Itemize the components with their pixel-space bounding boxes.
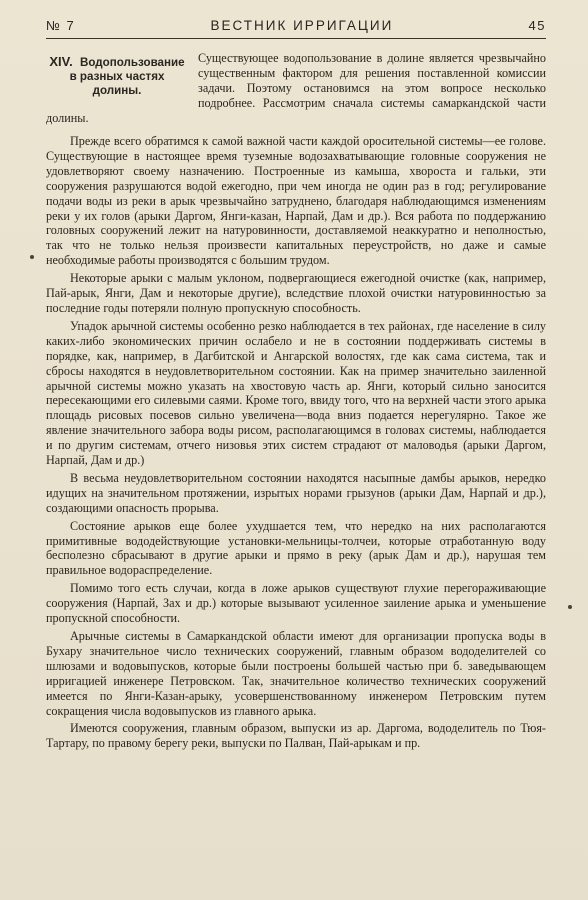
- journal-title: ВЕСТНИК ИРРИГАЦИИ: [210, 18, 394, 33]
- section-intro-block: [46, 51, 546, 126]
- section-number: XIV.: [49, 54, 73, 69]
- paragraph: Помимо того есть случаи, когда в ложе арыков существуют глухие перегораживающие сооружения (Нарпай, Зах и др.) которые вызывают усиленное заиление арыка и уменьшение пропускной способности.: [46, 581, 546, 626]
- paragraph: В весьма неудовлетворительном состоянии находятся насыпные дамбы арыков, нередко идущих на значительном протяжении, изрытых норами грызунов (арыки Дам, Нарпай и др.), создающими опасность прорыва.: [46, 470, 546, 515]
- paragraph: Состояние арыков еще более ухудшается тем, что нередко на них располагаются примитивные вододействующие установки-мельницы-толчеи, которые отработанную воду бесполезно сбрасывают в другие арыки и прямо в реку (арык Дам и др.), нарушая тем правильное водораспределение.: [46, 518, 546, 578]
- paragraph: Прежде всего обратимся к самой важной части каждой оросительной системы—ее голове. Существующие в настоящее время туземные водозахватывающие головные сооружения не удовлетворяют своему назначению. Построенные из камыша, хвороста и гальки, эти сооружения разрушаются водой ежегодно, при чем иногда не один раз в год; регулирование подачи воды из реки в арык чрезвычайно затруднено, благодаря наблюдающимся изменениям реки у их голов (арыки Даргом, Янги-казан, Нарпай, Дам и др.). Вся работа по поддержанию головных сооружений лежит на натуровинности, доставляемой неаккуратно и неполностью, так что не только нельзя произвести капитальных переустройств, но даже и самые необходимые работы производятся с большим трудом.: [46, 134, 546, 268]
- running-header: [46, 18, 546, 39]
- section-intro-text: Существующее водопользование в долине является чрезвычайно существенным фактором для решения поставленной комиссии задачи. Поэтому остановимся на этом вопросе несколько подробнее. Рассмотрим сначала системы самаркандской части долины.: [46, 51, 546, 125]
- page-number: 45: [528, 18, 546, 33]
- paragraph: Арычные системы в Самаркандской области имеют для организации пропуска воды в Бухару значительное число технических сооружений, главным образом вододелителей со шлюзами и водовыпусков, которые были построены большей частью при б. заведывающем ирригацией инженере Петровском. Так, значительное количество технических сооружений имеется по Янги-Казан-арыку, усовершенствованному инженером Петровским путем сокращения числа водовыпусков из главного арыка.: [46, 629, 546, 718]
- print-speck: [568, 605, 572, 609]
- paragraph: Имеются сооружения, главным образом, выпуски из ар. Даргома, вододелитель по Тюя-Тартару, по правому берегу реки, выпуски по Палван, Пай-арыкам и пр.: [46, 721, 546, 751]
- paragraph: Упадок арычной системы особенно резко наблюдается в тех районах, где население в силу каких-либо экономических причин ослабело и не в состоянии поддерживать системы в порядке, как, например, в Дагбитской и Ангарской волостях, где как сама система, так и сбросы находятся в неудовлетворительном состоянии. Как на пример значительно заиленной арычной системы можно указать на хвостовую часть ар. Янги, который сильно заносится пересекающими его силевыми саями. Кроме того, ввиду того, что на верхней части этого арыка площадь рисовых посевов сильно увеличена—вода вниз подается нерегулярно. Такое же явление значительного забора воды рисом, располагающимся в головах системы, наблюдается и по другим системам, отчего низовья этих систем страдают от маловодья (арыки Даргом, Нарпай, Дам и др.): [46, 318, 546, 468]
- paragraph: Некоторые арыки с малым уклоном, подвергающиеся ежегодной очистке (как, например, Пай-арык, Янги, Дам и некоторые другие), вследствие плохой очистки натуровинностью за последние годы потеряли полную пропускную способность.: [46, 271, 546, 315]
- section-title: Водопользование в разных частях долины.: [69, 56, 185, 97]
- print-speck: [30, 255, 34, 259]
- body-text: [46, 134, 546, 751]
- issue-number: № 7: [46, 18, 76, 33]
- section-heading: [46, 55, 188, 98]
